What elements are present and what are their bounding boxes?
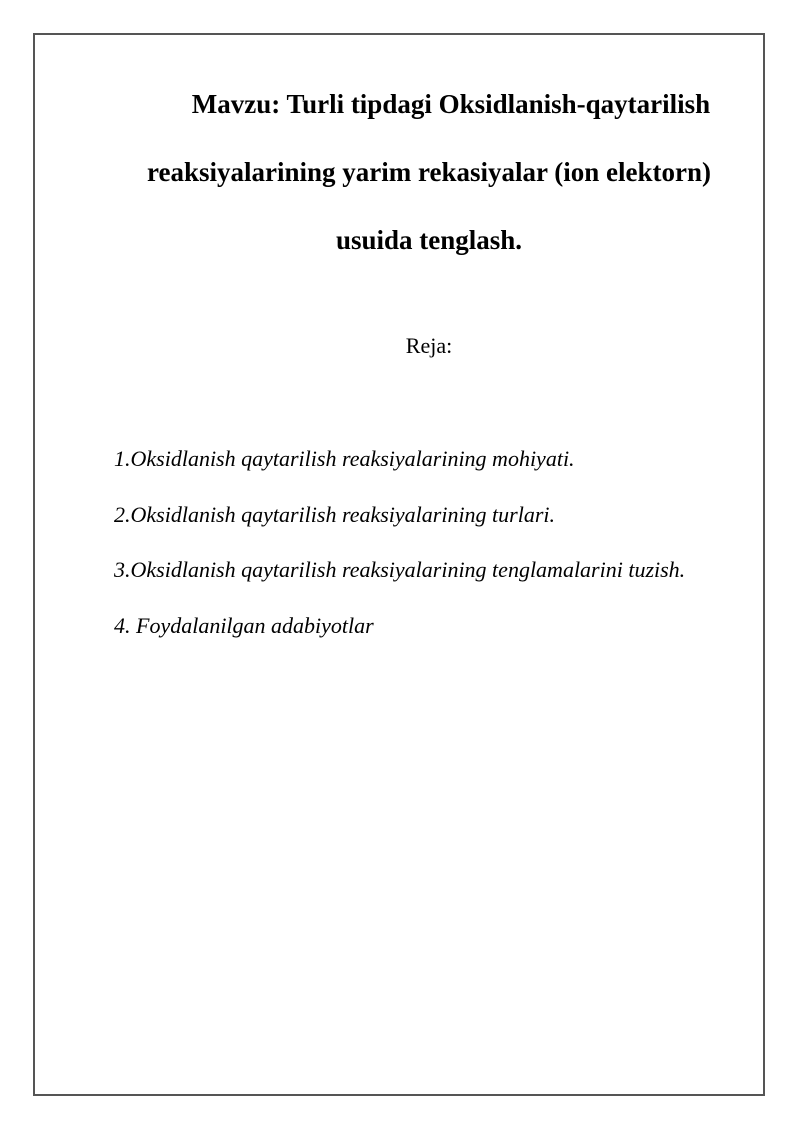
plan-heading: Reja: <box>405 333 453 358</box>
plan-item-3: 3.Oksidlanish qaytarilish reaksiyalarining tenglamalarini tuzish. <box>114 557 686 582</box>
document-title: Mavzu: Turli tipdagi Oksidlanish-qaytarilish reaksiyalarining yarim rekasiyalar (ion elektorn) usuida tenglash. <box>147 89 711 255</box>
plan-item-2: 2.Oksidlanish qaytarilish reaksiyalarining turlari. <box>114 501 556 527</box>
plan-item-4: 4. Foydalanilgan adabiyotlar <box>114 612 374 638</box>
plan-item-1: 1.Oksidlanish qaytarilish reaksiyalarining mohiyati. <box>114 446 575 471</box>
plan-list <box>114 431 744 653</box>
